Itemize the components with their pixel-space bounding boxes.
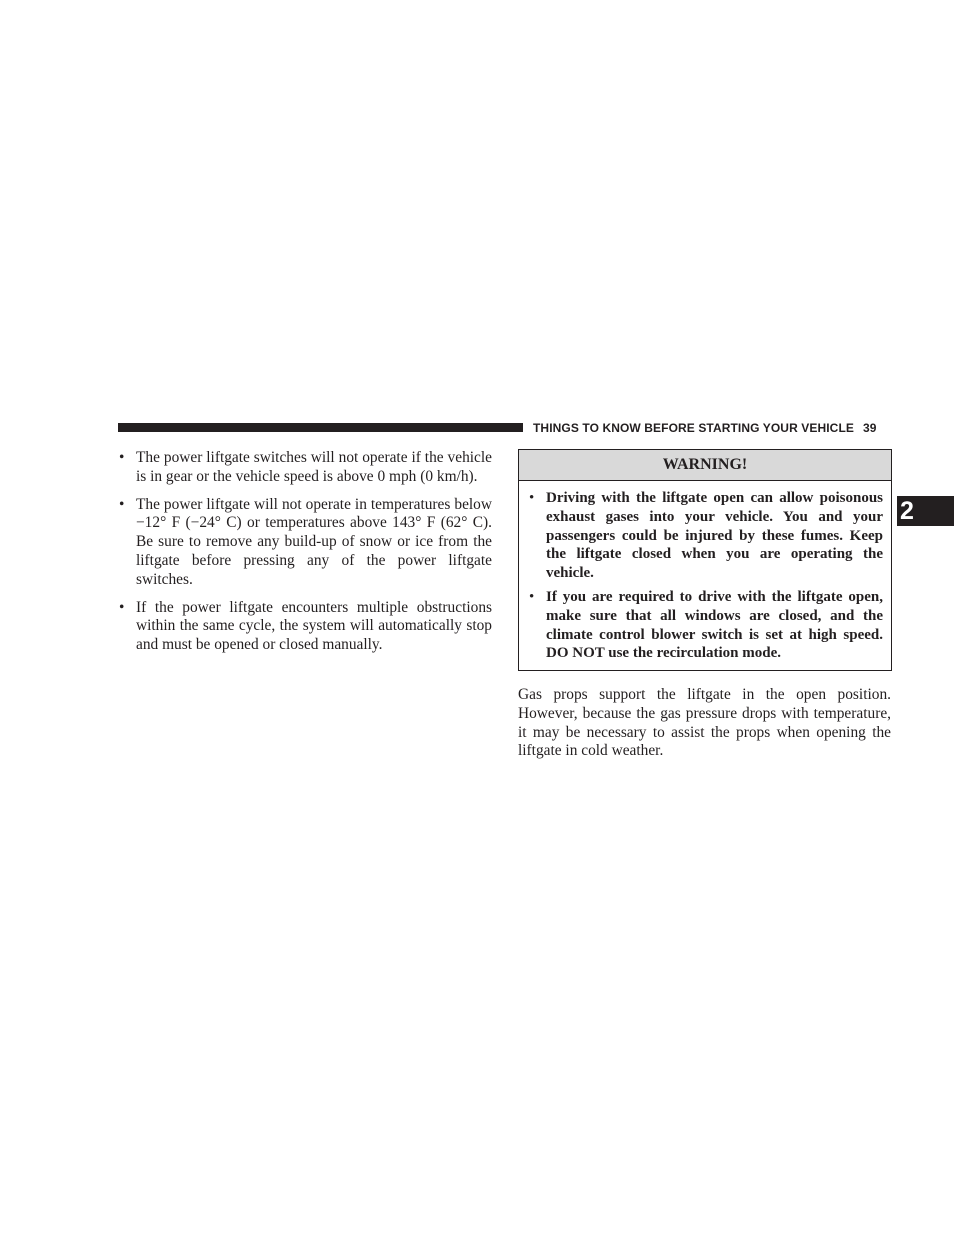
bullet-icon: • [119, 598, 125, 616]
list-item [118, 496, 492, 590]
list-item [118, 449, 492, 487]
warning-list [519, 481, 891, 663]
list-item-text: The power liftgate switches will not operate if the vehicle is in gear or the vehicle speed is above 0 mph (0 km/h). [136, 449, 492, 485]
bullet-icon: • [119, 449, 125, 466]
warning-item [528, 489, 883, 583]
list-item-text: The power liftgate will not operate in temperatures below −12° F (−24° C) or temperatures above 143° F (62° C). Be sure to remove any build-up of snow or ice from the liftgate before pressing any of the power liftgate switches. [136, 495, 492, 588]
bullet-list [118, 449, 492, 655]
gas-props-paragraph: Gas props support the liftgate in the open position. However, because the gas pressure drops with temperature, it may be necessary to assist the props when opening the liftgate in cold weather. [518, 686, 891, 760]
bullet-icon: • [119, 495, 125, 513]
list-item-text: If the power liftgate encounters multiple obstructions within the same cycle, the system will automatically stop and must be opened or closed manually. [136, 598, 492, 654]
chapter-number: 2 [900, 497, 914, 525]
chapter-tab [897, 496, 954, 526]
bullet-icon: • [529, 588, 535, 605]
warning-box [518, 449, 892, 671]
page-number: 39 [862, 421, 877, 435]
header-rule [118, 423, 523, 432]
bullet-icon: • [529, 490, 535, 506]
left-column [118, 449, 492, 664]
warning-title: WARNING! [519, 450, 891, 481]
warning-item [528, 588, 883, 663]
warning-item-text: If you are required to drive with the liftgate open, make sure that all windows are closed, and the climate control blower switch is set at high speed. DO NOT use the recirculation mode. [546, 588, 883, 662]
running-header [533, 420, 891, 436]
section-title: THINGS TO KNOW BEFORE STARTING YOUR VEHICLE [533, 421, 854, 435]
list-item [118, 599, 492, 655]
warning-item-text: Driving with the liftgate open can allow poisonous exhaust gases into your vehicle. You and your passengers could be injured by these fumes. Keep the liftgate closed when you are operating the vehicle. [546, 490, 883, 582]
